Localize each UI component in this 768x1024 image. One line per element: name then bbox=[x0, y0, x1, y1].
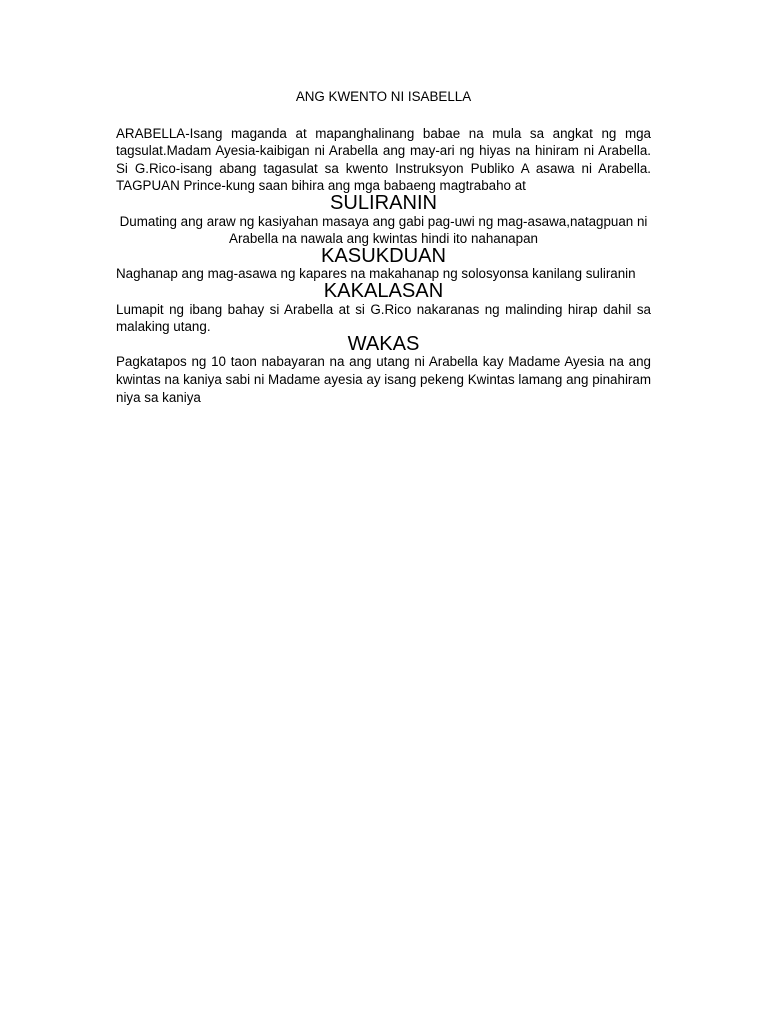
document-page bbox=[116, 88, 651, 406]
section-heading-kakalasan: KAKALASAN bbox=[323, 279, 444, 302]
section-text-kasukduan: Naghanap ang mag-asawa ng kapares na makahanap ng solosyonsa kanilang suliranin bbox=[116, 266, 636, 282]
section-text-kakalasan: Lumapit ng ibang bahay si Arabella at si G.Rico nakaranas ng malinding hirap dahil sa malaking utang. bbox=[116, 301, 651, 335]
section-heading-kasukduan: KASUKDUAN bbox=[321, 244, 446, 267]
intro-paragraph: ARABELLA-Isang maganda at mapanghalinang babae na mula sa angkat ng mga tagsulat.Madam Ayesia-kaibigan ni Arabella ang may-ari ng hiyas na hiniram ni Arabella. Si G.Rico-isang abang tagasulat sa kwento Instruksyon Publiko A asawa ni Arabella. TAGPUAN Prince-kung saan bihira ang mga babaeng magtrabaho at bbox=[116, 125, 651, 194]
title-spacer bbox=[116, 106, 651, 125]
section-heading-suliranin: SULIRANIN bbox=[329, 191, 438, 214]
section-text-wakas: Pagkatapos ng 10 taon nabayaran na ang utang ni Arabella kay Madame Ayesia na ang kwintas na kaniya sabi ni Madame ayesia ay isang pekeng Kwintas lamang ang pinahiram niya sa kaniya bbox=[116, 354, 651, 405]
section-text-suliranin: Dumating ang araw ng kasiyahan masaya ang gabi pag-uwi ng mag-asawa,natagpuan ni Arabella na nawala ang kwintas hindi ito nahanapan bbox=[119, 213, 648, 247]
document-title: ANG KWENTO NI ISABELLA bbox=[295, 89, 472, 104]
section-heading-wakas: WAKAS bbox=[347, 332, 420, 355]
